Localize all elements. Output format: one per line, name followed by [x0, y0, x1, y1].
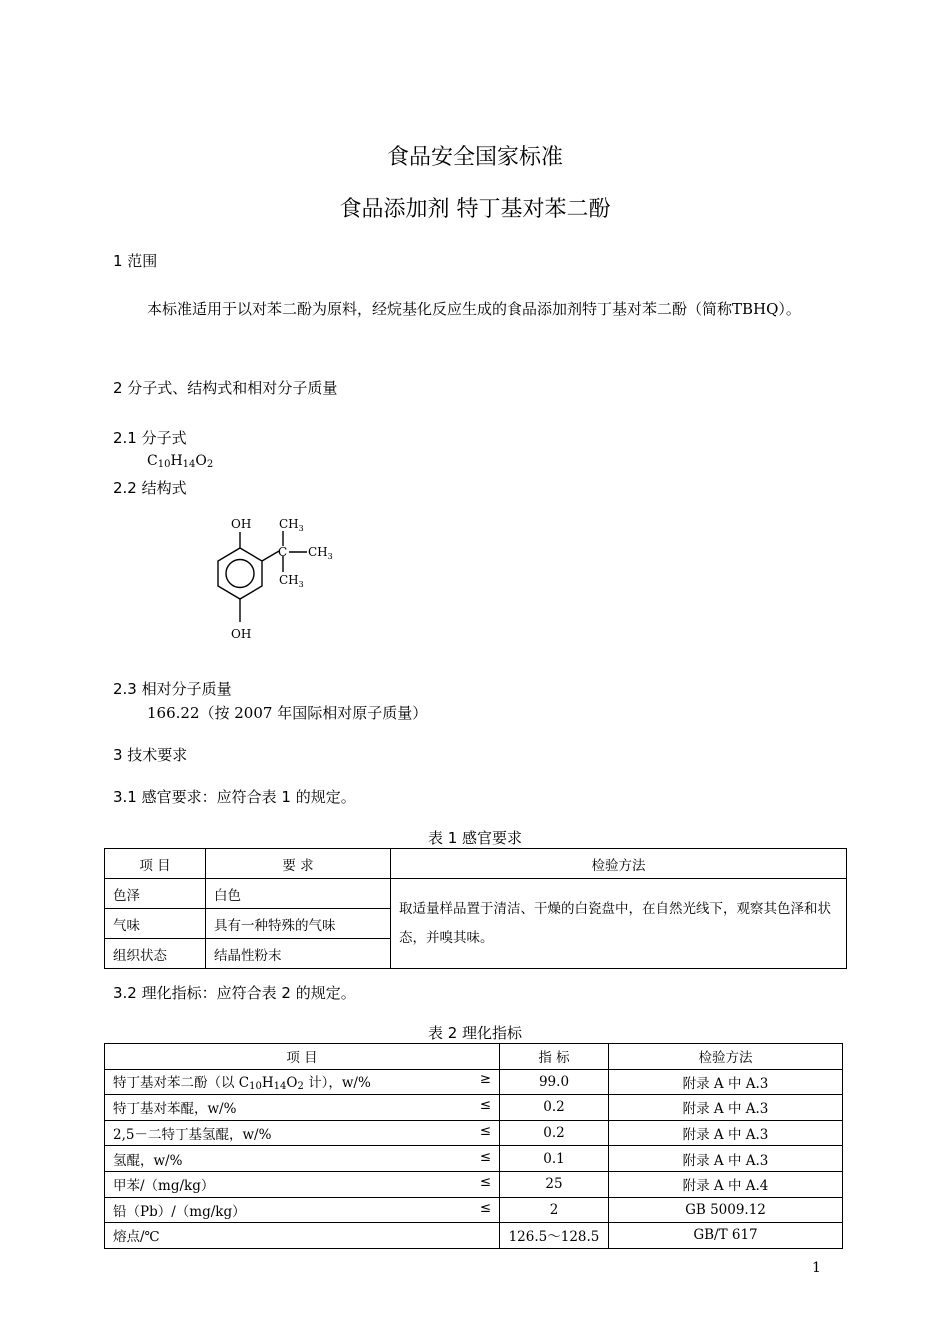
table-row — [105, 1095, 843, 1121]
table-row — [105, 1197, 843, 1223]
table-cell-requirement: 具有一种特殊的气味 — [206, 909, 391, 939]
table-cell-value: 2 — [500, 1197, 609, 1223]
section-2-heading: 2 分子式、结构式和相对分子质量 — [113, 379, 338, 397]
table-header-method: 检验方法 — [391, 849, 847, 879]
table-header-item: 项 目 — [105, 1044, 500, 1070]
structural-formula — [195, 510, 345, 650]
table-cell-method: GB/T 617 — [609, 1223, 843, 1249]
table-cell-value: 99.0 — [500, 1069, 609, 1095]
section-3-1-heading: 3.1 感官要求：应符合表 1 的规定。 — [113, 788, 356, 806]
table-cell-value: 126.5～128.5 — [500, 1223, 609, 1249]
table-header-method: 检验方法 — [609, 1044, 843, 1070]
molecular-formula: $C_{10}H_{14}O_2$ — [147, 453, 214, 470]
section-1-text: 本标准适用于以对苯二酚为原料，经烷基化反应生成的食品添加剂特丁基对苯二酚（简称TBHQ）。 — [147, 300, 801, 318]
table-header-row — [105, 1044, 843, 1070]
table-cell-method: 附录 A 中 A.3 — [609, 1095, 843, 1121]
section-2-2-heading: 2.2 结构式 — [113, 479, 187, 497]
table-cell-method: 附录 A 中 A.3 — [609, 1069, 843, 1095]
sensory-table — [104, 848, 847, 969]
section-2-1-heading: 2.1 分子式 — [113, 429, 187, 447]
physicochemical-table — [104, 1043, 843, 1249]
table-cell-item: 色泽 — [105, 879, 206, 909]
table-1-caption: 表 1 感官要求 — [427, 829, 523, 847]
doc-title: 食品安全国家标准 — [386, 145, 563, 170]
table-2-caption: 表 2 理化指标 — [427, 1024, 523, 1042]
table-cell-value: 0.2 — [500, 1095, 609, 1121]
ch3-top-label: $CH_3$ — [279, 517, 304, 533]
table-header-value: 指 标 — [500, 1044, 609, 1070]
table-cell-value: 0.1 — [500, 1146, 609, 1172]
table-cell-item: 熔点/℃ — [105, 1223, 500, 1249]
c-atom-label: C — [278, 545, 288, 559]
table-cell-method: 取适量样品置于清洁、干燥的白瓷盘中，在自然光线下，观察其色泽和状态，并嗅其味。 — [391, 879, 847, 969]
table-cell-method: GB 5009.12 — [609, 1197, 843, 1223]
table-row — [105, 1120, 843, 1146]
oh-bottom-label: OH — [231, 627, 252, 641]
table-header-row — [105, 849, 847, 879]
table-header-item: 项 目 — [105, 849, 206, 879]
table-cell-value: 25 — [500, 1171, 609, 1197]
molecular-mass: 166.22（按 2007 年国际相对原子质量） — [147, 704, 428, 722]
ch3-bottom-label: $CH_3$ — [279, 573, 304, 589]
table-cell-method: 附录 A 中 A.4 — [609, 1171, 843, 1197]
table-row — [105, 879, 847, 909]
table-cell-item: 特丁基对苯醌，w/% ≤ — [105, 1095, 500, 1121]
table-cell-item: 甲苯/（mg/kg） ≤ — [105, 1171, 500, 1197]
section-3-heading: 3 技术要求 — [113, 746, 188, 764]
table-row — [105, 1171, 843, 1197]
table-row — [105, 1146, 843, 1172]
table-cell-value: 0.2 — [500, 1120, 609, 1146]
table-cell-item: 2,5－二特丁基氢醌，w/% ≤ — [105, 1120, 500, 1146]
section-1-heading: 1 范围 — [113, 252, 158, 270]
table-cell-item: 氢醌，w/% ≤ — [105, 1146, 500, 1172]
table-cell-requirement: 结晶性粉末 — [206, 939, 391, 969]
table-cell-item: 组织状态 — [105, 939, 206, 969]
table-row — [105, 1223, 843, 1249]
doc-subtitle: 食品添加剂 特丁基对苯二酚 — [339, 197, 611, 222]
oh-top-label: OH — [231, 517, 252, 531]
page-number: 1 — [812, 1260, 821, 1276]
section-2-3-heading: 2.3 相对分子质量 — [113, 680, 232, 698]
table-cell-method: 附录 A 中 A.3 — [609, 1120, 843, 1146]
section-3-2-heading: 3.2 理化指标：应符合表 2 的规定。 — [113, 984, 356, 1002]
ch3-right-label: $CH_3$ — [308, 545, 333, 561]
table-row — [105, 1069, 843, 1095]
table-cell-method: 附录 A 中 A.3 — [609, 1146, 843, 1172]
table-cell-item: 铅（Pb）/（mg/kg） ≤ — [105, 1197, 500, 1223]
table-cell-requirement: 白色 — [206, 879, 391, 909]
table-header-requirement: 要 求 — [206, 849, 391, 879]
table-cell-item: 特丁基对苯二酚（以 $C_{10}H_{14}O_2$ 计），w/% ≥ — [105, 1069, 500, 1095]
table-cell-item: 气味 — [105, 909, 206, 939]
